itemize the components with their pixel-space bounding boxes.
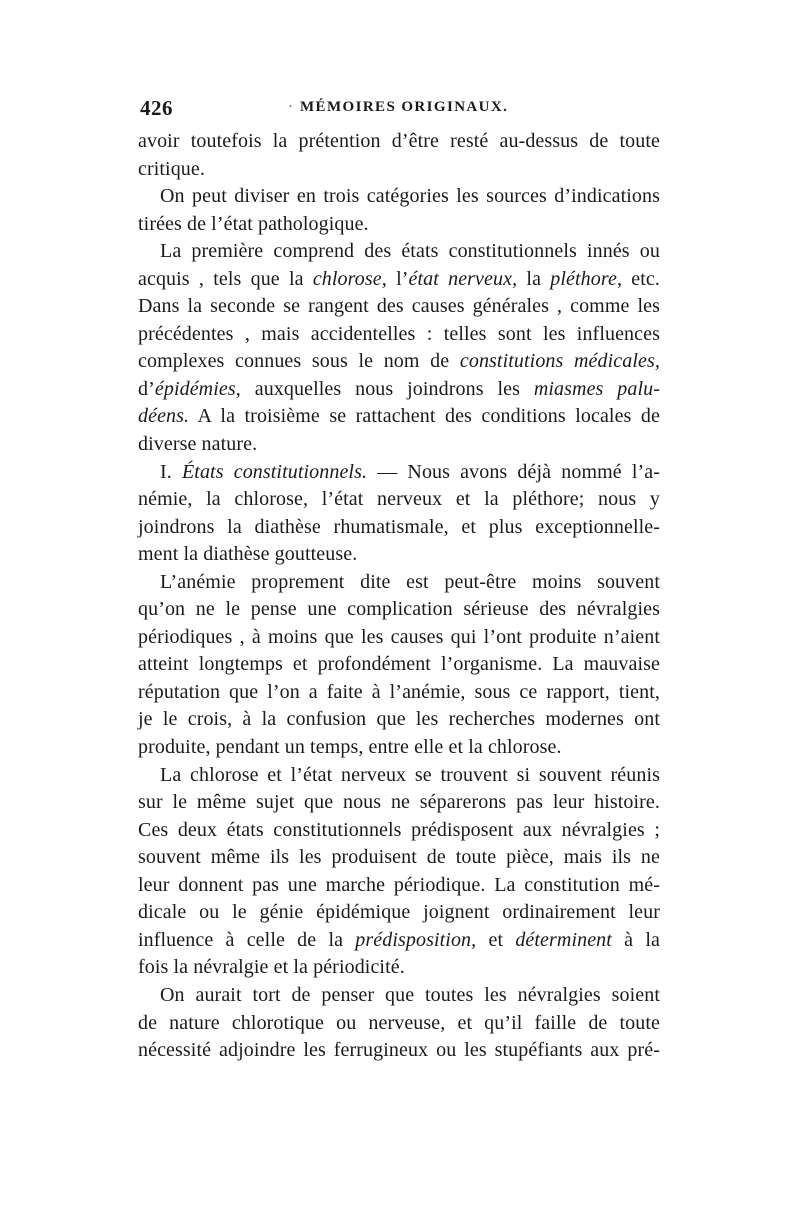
text-run: atteint longtemps et profondément l’organisme. La mauvaise (138, 653, 660, 676)
italic-text: épidémies, (154, 377, 241, 400)
text-line (138, 486, 660, 514)
text-line (138, 954, 660, 982)
italic-text: pléthore, (550, 267, 623, 290)
text-run: périodiques , à moins que les causes qui l’ont produite n’aient (138, 625, 660, 648)
italic-text: déens. (138, 405, 190, 428)
italic-text: constitutions médicales, (459, 350, 660, 373)
text-run: ment la diathèse goutteuse. (138, 543, 358, 566)
text-line (138, 569, 660, 597)
text-line (138, 872, 660, 900)
text-line (138, 348, 660, 376)
text-run: La première comprend des états constitutionnels innés ou (160, 240, 660, 263)
text-run: tirées de l’état pathologique. (138, 212, 369, 235)
text-line (138, 541, 660, 569)
text-run: je le crois, à la confusion que les recherches modernes ont (138, 708, 660, 731)
text-line (138, 596, 660, 624)
italic-text: déterminent (515, 928, 612, 951)
text-run: souvent même ils les produisent de toute pièce, mais ils ne (138, 846, 660, 869)
text-run: la (517, 267, 551, 290)
text-line (138, 293, 660, 321)
text-line (138, 128, 660, 156)
text-run: A la troisième se rattachent des conditions locales de (189, 405, 660, 428)
text-run: auxquelles nous joindrons les (240, 377, 534, 400)
text-run: nécessité adjoindre les ferrugineux ou les stupéfiants aux pré- (138, 1039, 660, 1062)
text-run: némie, la chlorose, l’état nerveux et la pléthore; nous y (138, 488, 660, 511)
text-line (138, 982, 660, 1010)
text-line (138, 431, 660, 459)
text-run: précédentes , mais accidentelles : telles sont les influences (138, 322, 660, 345)
text-line (138, 817, 660, 845)
text-run: critique. (138, 157, 205, 180)
text-line (138, 514, 660, 542)
text-line (138, 321, 660, 349)
text-run: acquis , tels que la (138, 267, 313, 290)
text-line (138, 403, 660, 431)
italic-text: chlorose, (312, 267, 387, 290)
text-line (138, 376, 660, 404)
text-line (138, 789, 660, 817)
italic-text: États constitutionnels. (181, 460, 368, 483)
text-run: produite, pendant un temps, entre elle et la chlorose. (138, 736, 562, 759)
page-number: 426 (140, 96, 173, 120)
text-run: dicale ou le génie épidémique joignent ordinairement leur (138, 901, 660, 924)
text-run: l’ (386, 267, 409, 290)
text-run: — Nous avons déjà nommé l’a- (367, 460, 661, 483)
text-line (138, 624, 660, 652)
text-line (138, 211, 660, 239)
running-title-text: MÉMOIRES ORIGINAUX. (300, 99, 509, 115)
text-run: et (476, 928, 516, 951)
text-run: réputation que l’on a faite à l’anémie, sous ce rapport, tient, (138, 680, 660, 703)
text-line (138, 238, 660, 266)
text-run: sur le même sujet que nous ne séparerons pas leur histoire. (138, 791, 660, 814)
text-run: leur donnent pas une marche périodique. La constitution mé- (138, 873, 660, 896)
text-run: L’anémie proprement dite est peut-être moins souvent (160, 570, 660, 593)
text-run: On peut diviser en trois catégories les sources d’indications (160, 185, 660, 208)
text-line (138, 844, 660, 872)
text-line (138, 927, 660, 955)
text-line (138, 156, 660, 184)
text-run: à la (611, 928, 660, 951)
text-run: I. (160, 460, 182, 483)
text-line (138, 679, 660, 707)
body-text (138, 128, 660, 1065)
text-run: diverse nature. (138, 433, 258, 456)
text-line (138, 734, 660, 762)
text-run: joindrons la diathèse rhumatismale, et plus exceptionnelle- (138, 515, 660, 538)
text-line (138, 1037, 660, 1065)
italic-text: prédisposition, (355, 928, 477, 951)
text-run: On aurait tort de penser que toutes les névralgies soient (160, 983, 660, 1006)
text-run: complexes connues sous le nom de (138, 350, 460, 373)
text-line (138, 1010, 660, 1038)
text-line (138, 899, 660, 927)
text-run: d’ (138, 377, 155, 400)
text-line (138, 183, 660, 211)
text-run: etc. (622, 267, 660, 290)
text-run: qu’on ne le pense une complication sérieuse des névralgies (138, 598, 660, 621)
text-run: de nature chlorotique ou nerveuse, et qu’il faille de toute (138, 1011, 660, 1034)
text-run: Ces deux états constitutionnels prédisposent aux névralgies ; (138, 818, 660, 841)
italic-text: état nerveux, (408, 267, 518, 290)
header-ornament: · (288, 99, 295, 115)
italic-text: miasmes palu- (533, 377, 661, 400)
text-run: Dans la seconde se rangent des causes générales , comme les (138, 295, 660, 318)
text-run: fois la névralgie et la périodicité. (138, 956, 405, 979)
text-line (138, 651, 660, 679)
text-run: La chlorose et l’état nerveux se trouvent si souvent réunis (160, 763, 660, 786)
text-line (138, 266, 660, 294)
page-header (140, 96, 660, 126)
text-line (138, 762, 660, 790)
text-run: avoir toutefois la prétention d’être resté au-dessus de toute (138, 130, 660, 152)
running-title (288, 99, 509, 116)
text-line (138, 459, 660, 487)
text-run: influence à celle de la (138, 928, 356, 951)
text-line (138, 706, 660, 734)
